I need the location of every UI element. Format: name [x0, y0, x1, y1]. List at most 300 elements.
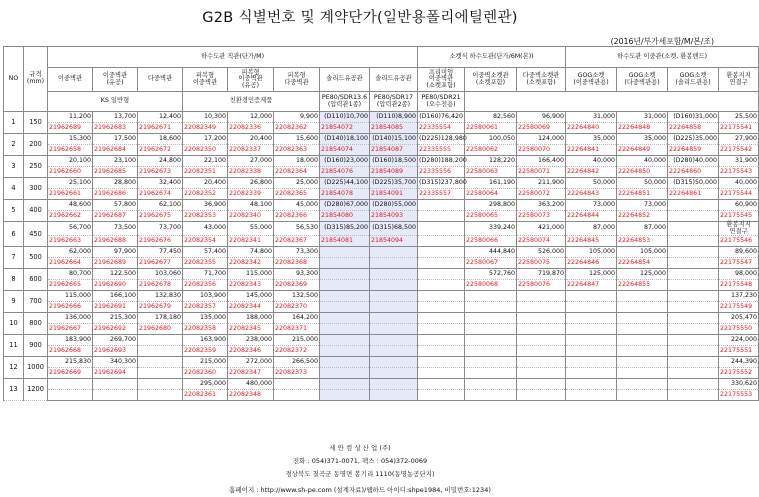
- price-cell: 188,000: [228, 313, 274, 324]
- price-cell: 20,100: [48, 156, 93, 167]
- price-cell: [617, 335, 668, 346]
- price-cell: 15,600: [274, 134, 320, 145]
- price-cell: 40,000: [617, 156, 668, 167]
- price-cell: [418, 335, 465, 346]
- column-header: 다중벽관: [138, 68, 183, 92]
- g2b-code-cell: 22082350: [183, 145, 228, 156]
- g2b-code-cell: [370, 368, 418, 379]
- table-row: [4, 222, 759, 236]
- g2b-code-cell: 22335554: [418, 123, 465, 134]
- g2b-code-cell: 22175549: [719, 302, 759, 313]
- g2b-code-cell: 21962674: [138, 189, 183, 200]
- row-number: 1: [4, 112, 24, 134]
- price-cell: 363,200: [517, 200, 566, 211]
- g2b-code-cell: 21962664: [48, 258, 93, 269]
- g2b-code-cell: [566, 302, 617, 313]
- g2b-code-cell: 22264842: [566, 167, 617, 178]
- g2b-code-cell: 22580062: [465, 145, 517, 156]
- price-cell: 56,700: [48, 222, 93, 236]
- table-row: [4, 200, 759, 211]
- price-cell: 205,470: [719, 313, 759, 324]
- g2b-code-cell: 22175551: [719, 346, 759, 357]
- price-cell: 115,000: [48, 291, 93, 302]
- row-number: 6: [4, 222, 24, 247]
- g2b-code-cell: [566, 368, 617, 379]
- g2b-code-cell: 22580066: [465, 236, 517, 247]
- g2b-code-cell: 22264845: [566, 236, 617, 247]
- price-cell: 74,800: [228, 247, 274, 258]
- g2b-code-cell: [668, 368, 719, 379]
- header-sub-empty: [465, 92, 759, 112]
- g2b-code-cell: 22082371: [274, 324, 320, 335]
- row-size: 300: [24, 178, 48, 200]
- g2b-code-cell: [320, 302, 370, 313]
- g2b-code-cell: 22082337: [228, 145, 274, 156]
- g2b-code-cell: 21854081: [320, 236, 370, 247]
- price-cell: 128,220: [465, 156, 517, 167]
- g2b-code-cell: 22580061: [465, 123, 517, 134]
- g2b-code-cell: [465, 368, 517, 379]
- row-number: 5: [4, 200, 24, 222]
- price-cell: 100,050: [465, 134, 517, 145]
- g2b-code-cell: 21962658: [48, 145, 93, 156]
- price-cell: 136,000: [48, 313, 93, 324]
- price-cell: 145,000: [228, 291, 274, 302]
- g2b-code-cell: 22580064: [465, 189, 517, 200]
- price-cell: 15,300: [48, 134, 93, 145]
- price-cell: 105,000: [566, 247, 617, 258]
- price-cell: 215,830: [48, 357, 93, 368]
- price-cell: [465, 335, 517, 346]
- g2b-code-cell: [138, 346, 183, 357]
- g2b-code-cell: 21854089: [370, 167, 418, 178]
- g2b-code-cell: 22264855: [617, 280, 668, 291]
- price-cell: 73,000: [617, 200, 668, 211]
- price-cell: 71,700: [183, 269, 228, 280]
- g2b-code-cell: [668, 258, 719, 269]
- row-size: 1000: [24, 357, 48, 379]
- g2b-code-cell: [668, 280, 719, 291]
- price-cell: 161,190: [465, 178, 517, 189]
- g2b-code-cell: 22580070: [517, 145, 566, 156]
- price-cell: [566, 291, 617, 302]
- price-cell: (D140)15,100: [370, 134, 418, 145]
- row-number: 10: [4, 313, 24, 335]
- price-cell: 340,300: [93, 357, 138, 368]
- price-cell: (D225)44,100: [320, 178, 370, 189]
- price-cell: [418, 247, 465, 258]
- g2b-code-cell: [418, 236, 465, 247]
- g2b-code-cell: 22175544: [719, 189, 759, 200]
- price-cell: 132,830: [138, 291, 183, 302]
- price-cell: [418, 200, 465, 211]
- price-cell: (D225)35,700: [370, 178, 418, 189]
- price-cell: [320, 269, 370, 280]
- g2b-code-cell: 22082343: [228, 280, 274, 291]
- price-cell: [418, 313, 465, 324]
- g2b-code-cell: 22580069: [517, 123, 566, 134]
- price-cell: 330,620: [719, 379, 759, 390]
- price-cell: 166,100: [93, 291, 138, 302]
- g2b-code-cell: 21854080: [320, 211, 370, 222]
- g2b-code-cell: [320, 324, 370, 335]
- g2b-code-cell: [517, 390, 566, 401]
- price-cell: 82,560: [465, 112, 517, 123]
- g2b-code-cell: 21962661: [48, 189, 93, 200]
- price-cell: 73,300: [274, 247, 320, 258]
- table-row: [4, 269, 759, 280]
- price-cell: 23,100: [93, 156, 138, 167]
- price-cell: 96,900: [517, 112, 566, 123]
- g2b-code-cell: 22082355: [183, 258, 228, 269]
- g2b-code-cell: 22082357: [183, 302, 228, 313]
- row-number: 8: [4, 269, 24, 291]
- g2b-code-cell: 22082351: [183, 167, 228, 178]
- price-cell: 339,240: [465, 222, 517, 236]
- price-cell: 89,600: [719, 247, 759, 258]
- g2b-code-cell: 22580067: [465, 258, 517, 269]
- price-cell: [566, 313, 617, 324]
- price-cell: (D160)31,000: [668, 112, 719, 123]
- g2b-code-cell: [418, 211, 465, 222]
- g2b-code-cell: 22082365: [274, 189, 320, 200]
- price-cell: 31,900: [719, 156, 759, 167]
- price-cell: 572,760: [465, 269, 517, 280]
- g2b-code-cell: [668, 390, 719, 401]
- price-cell: 132,500: [274, 291, 320, 302]
- price-cell: 31,000: [617, 112, 668, 123]
- g2b-code-cell: 21962671: [138, 123, 183, 134]
- price-cell: 73,500: [93, 222, 138, 236]
- price-cell: [465, 357, 517, 368]
- column-header: 이중벽관: [48, 68, 93, 92]
- g2b-code-cell: 21962690: [93, 280, 138, 291]
- price-cell: (D225)35,000: [668, 134, 719, 145]
- g2b-code-cell: 22335556: [418, 167, 465, 178]
- g2b-code-cell: 22264854: [617, 258, 668, 269]
- g2b-code-cell: [320, 368, 370, 379]
- page-title: G2B 식별번호 및 계약단가(일반용폴리에틸렌관): [202, 10, 518, 26]
- g2b-code-cell: [418, 324, 465, 335]
- column-header: 다중벽소켓관 (소켓포함): [517, 68, 566, 92]
- g2b-code-cell: [418, 258, 465, 269]
- column-header: 솔리드유공관: [320, 68, 370, 92]
- table-row: [4, 379, 759, 390]
- g2b-code-cell: 21962692: [93, 324, 138, 335]
- price-cell: [320, 357, 370, 368]
- price-cell: 115,000: [228, 269, 274, 280]
- row-number: 9: [4, 291, 24, 313]
- g2b-code-cell: 22580072: [517, 189, 566, 200]
- g2b-code-cell: 21854078: [320, 189, 370, 200]
- price-cell: 10,300: [183, 112, 228, 123]
- price-cell: 97,900: [93, 247, 138, 258]
- g2b-code-cell: 22580074: [517, 236, 566, 247]
- price-cell: 125,000: [617, 269, 668, 280]
- price-cell: [320, 247, 370, 258]
- price-cell: 166,400: [517, 156, 566, 167]
- g2b-code-cell: [668, 324, 719, 335]
- g2b-code-cell: 22082344: [228, 302, 274, 313]
- price-cell: 73,700: [138, 222, 183, 236]
- price-cell: 80,700: [48, 269, 93, 280]
- price-cell: (D315)237,800: [418, 178, 465, 189]
- column-header: GOG소켓 (이중벽관용): [566, 68, 617, 92]
- g2b-code-cell: 22175541: [719, 123, 759, 134]
- price-cell: [668, 313, 719, 324]
- price-cell: 28,800: [93, 178, 138, 189]
- price-cell: 17,500: [93, 134, 138, 145]
- g2b-code-cell: 22082338: [228, 167, 274, 178]
- g2b-code-cell: 21962679: [138, 302, 183, 313]
- price-cell: 17,200: [183, 134, 228, 145]
- price-cell: 26,800: [228, 178, 274, 189]
- price-cell: 55,000: [228, 222, 274, 236]
- row-number: 11: [4, 335, 24, 357]
- g2b-code-cell: 21962676: [138, 236, 183, 247]
- price-cell: [566, 335, 617, 346]
- price-cell: 103,900: [183, 291, 228, 302]
- price-cell: [370, 357, 418, 368]
- g2b-code-cell: 21962687: [93, 211, 138, 222]
- g2b-code-cell: 22082354: [183, 236, 228, 247]
- g2b-code-cell: 22082358: [183, 324, 228, 335]
- price-cell: [617, 313, 668, 324]
- g2b-code-cell: 21962668: [48, 346, 93, 357]
- g2b-code-cell: 21962660: [48, 167, 93, 178]
- price-cell: 526,000: [517, 247, 566, 258]
- price-cell: [668, 222, 719, 236]
- price-cell: (D160)18,500: [370, 156, 418, 167]
- g2b-code-cell: 22580075: [517, 258, 566, 269]
- price-cell: 31,000: [566, 112, 617, 123]
- price-cell: 22,100: [183, 156, 228, 167]
- g2b-code-cell: [370, 346, 418, 357]
- table-row: [4, 178, 759, 189]
- table-row-codes: [4, 123, 759, 134]
- g2b-code-cell: 21962683: [93, 123, 138, 134]
- table-row: [4, 357, 759, 368]
- g2b-code-cell: 22082339: [228, 189, 274, 200]
- header-sub-ks: KS 일반형: [48, 92, 183, 112]
- price-cell: 103,060: [138, 269, 183, 280]
- column-header: 피복형 이중벽관 (유공): [228, 68, 274, 92]
- price-cell: (D225)128,980: [418, 134, 465, 145]
- g2b-code-cell: [517, 346, 566, 357]
- price-cell: 444,840: [465, 247, 517, 258]
- price-cell: 266,500: [274, 357, 320, 368]
- price-cell: [138, 357, 183, 368]
- g2b-code-cell: [320, 258, 370, 269]
- price-cell: (D110)8,900: [370, 112, 418, 123]
- price-cell: 164,200: [274, 313, 320, 324]
- table-row-codes: [4, 302, 759, 313]
- g2b-code-cell: 22082373: [274, 368, 320, 379]
- price-cell: [517, 379, 566, 390]
- header-sub-sdr17: PE80/SDR17 (압력관2종): [370, 92, 418, 112]
- g2b-code-cell: 21854094: [370, 236, 418, 247]
- row-number: 7: [4, 247, 24, 269]
- g2b-code-cell: 22082366: [274, 211, 320, 222]
- row-size: 450: [24, 222, 48, 247]
- price-cell: [320, 313, 370, 324]
- g2b-code-cell: [93, 390, 138, 401]
- row-number: 12: [4, 357, 24, 379]
- g2b-code-cell: [418, 368, 465, 379]
- price-table: [3, 46, 759, 401]
- g2b-code-cell: 22580065: [465, 211, 517, 222]
- price-cell: 719,870: [517, 269, 566, 280]
- g2b-code-cell: 22082347: [228, 368, 274, 379]
- price-cell: 62,100: [138, 200, 183, 211]
- row-size: 700: [24, 291, 48, 313]
- g2b-code-cell: 21962673: [138, 167, 183, 178]
- g2b-code-cell: 22082348: [228, 390, 274, 401]
- footer-web: 홈페이지 : http://www.sh-pe.com (설계자료)/웹하드 아이디:shpe1984, 비밀번호:1234): [229, 486, 491, 494]
- table-row-codes: [4, 236, 759, 247]
- g2b-code-cell: [370, 258, 418, 269]
- price-cell: 178,180: [138, 313, 183, 324]
- price-cell: [617, 379, 668, 390]
- price-cell: [418, 222, 465, 236]
- g2b-code-cell: 21962680: [138, 324, 183, 335]
- price-cell: [668, 247, 719, 258]
- g2b-code-cell: [465, 324, 517, 335]
- column-header: 피복형 이중벽관: [183, 68, 228, 92]
- g2b-code-cell: 22580071: [517, 167, 566, 178]
- price-cell: (D280)67,000: [320, 200, 370, 211]
- g2b-code-cell: 21962667: [48, 324, 93, 335]
- price-cell: 215,300: [93, 313, 138, 324]
- g2b-code-cell: [617, 390, 668, 401]
- g2b-code-cell: 21962662: [48, 211, 93, 222]
- price-cell: [370, 335, 418, 346]
- price-cell: [274, 379, 320, 390]
- price-cell: 137,230: [719, 291, 759, 302]
- price-cell: 62,000: [48, 247, 93, 258]
- g2b-code-cell: 21962691: [93, 302, 138, 313]
- price-cell: [465, 313, 517, 324]
- price-cell: 298,800: [465, 200, 517, 211]
- g2b-code-cell: 21962672: [138, 145, 183, 156]
- g2b-code-cell: 22335557: [418, 189, 465, 200]
- g2b-code-cell: 22082362: [274, 123, 320, 134]
- g2b-code-cell: [370, 302, 418, 313]
- header-group-straight: 하수도관 직관(단가/M): [48, 47, 418, 68]
- g2b-code-cell: 22082370: [274, 302, 320, 313]
- g2b-code-cell: 22264841: [566, 145, 617, 156]
- price-cell: [617, 291, 668, 302]
- price-cell: [668, 379, 719, 390]
- g2b-code-cell: 22175546: [719, 236, 759, 247]
- price-cell: 122,500: [93, 269, 138, 280]
- price-cell: 11,200: [48, 112, 93, 123]
- g2b-code-cell: 21962688: [93, 236, 138, 247]
- price-cell: 12,400: [138, 112, 183, 123]
- price-cell: (D280)55,000: [370, 200, 418, 211]
- g2b-code-cell: [418, 346, 465, 357]
- price-cell: 50,000: [617, 178, 668, 189]
- column-header: GOG소켓 (솔리드관용): [668, 68, 719, 92]
- row-number: 4: [4, 178, 24, 200]
- header-sub-sdr136: PE80/SDR13.6 (압력관1종): [320, 92, 370, 112]
- g2b-code-cell: 22264846: [566, 258, 617, 269]
- g2b-code-cell: [566, 346, 617, 357]
- price-cell: 215,000: [274, 335, 320, 346]
- g2b-code-cell: [566, 390, 617, 401]
- g2b-code-cell: 21854076: [320, 167, 370, 178]
- price-cell: 238,000: [228, 335, 274, 346]
- price-cell: [320, 335, 370, 346]
- table-row-codes: [4, 189, 759, 200]
- price-cell: 18,000: [274, 156, 320, 167]
- price-cell: [517, 357, 566, 368]
- g2b-code-cell: 22175547: [719, 258, 759, 269]
- price-cell: 57,400: [183, 247, 228, 258]
- g2b-code-cell: [370, 324, 418, 335]
- g2b-code-cell: 22264858: [668, 123, 719, 134]
- price-cell: [465, 291, 517, 302]
- g2b-code-cell: 21962677: [138, 258, 183, 269]
- g2b-code-cell: 21962693: [93, 346, 138, 357]
- price-cell: 98,000: [719, 269, 759, 280]
- g2b-code-cell: [517, 368, 566, 379]
- row-size: 150: [24, 112, 48, 134]
- price-cell: [138, 379, 183, 390]
- g2b-code-cell: [668, 211, 719, 222]
- table-row-codes: [4, 346, 759, 357]
- price-cell: 244,390: [719, 357, 759, 368]
- g2b-code-cell: 21854072: [320, 123, 370, 134]
- price-cell: 57,800: [93, 200, 138, 211]
- price-cell: [418, 291, 465, 302]
- price-cell: 32,400: [138, 178, 183, 189]
- g2b-code-cell: 22580073: [517, 211, 566, 222]
- price-table-body: [4, 112, 759, 401]
- g2b-code-cell: 21854074: [320, 145, 370, 156]
- g2b-code-cell: [370, 390, 418, 401]
- price-cell: 35,000: [617, 134, 668, 145]
- g2b-code-cell: 21854087: [370, 145, 418, 156]
- g2b-code-cell: [138, 390, 183, 401]
- price-cell: 135,000: [183, 313, 228, 324]
- table-row: [4, 247, 759, 258]
- header-size: 규격 (mm): [24, 47, 48, 112]
- table-row-codes: [4, 324, 759, 335]
- g2b-code-cell: [48, 390, 93, 401]
- g2b-code-cell: 22082360: [183, 368, 228, 379]
- price-cell: 56,530: [274, 222, 320, 236]
- g2b-code-cell: [517, 302, 566, 313]
- price-cell: [668, 200, 719, 211]
- g2b-code-cell: 21962689: [48, 123, 93, 134]
- g2b-code-cell: [465, 390, 517, 401]
- row-size: 250: [24, 156, 48, 178]
- g2b-code-cell: [617, 368, 668, 379]
- header-sub-eco: 친환경인증제품: [183, 92, 320, 112]
- column-header: 환봉지지 연결구: [719, 68, 759, 92]
- g2b-code-cell: 22082368: [274, 258, 320, 269]
- price-cell: [465, 379, 517, 390]
- table-row-codes: [4, 167, 759, 178]
- g2b-code-cell: 22264861: [668, 189, 719, 200]
- g2b-code-cell: 22175545: [719, 211, 759, 222]
- price-cell: 183,900: [48, 335, 93, 346]
- g2b-code-cell: 21962666: [48, 302, 93, 313]
- table-row-codes: [4, 280, 759, 291]
- row-size: 800: [24, 313, 48, 335]
- table-row: [4, 291, 759, 302]
